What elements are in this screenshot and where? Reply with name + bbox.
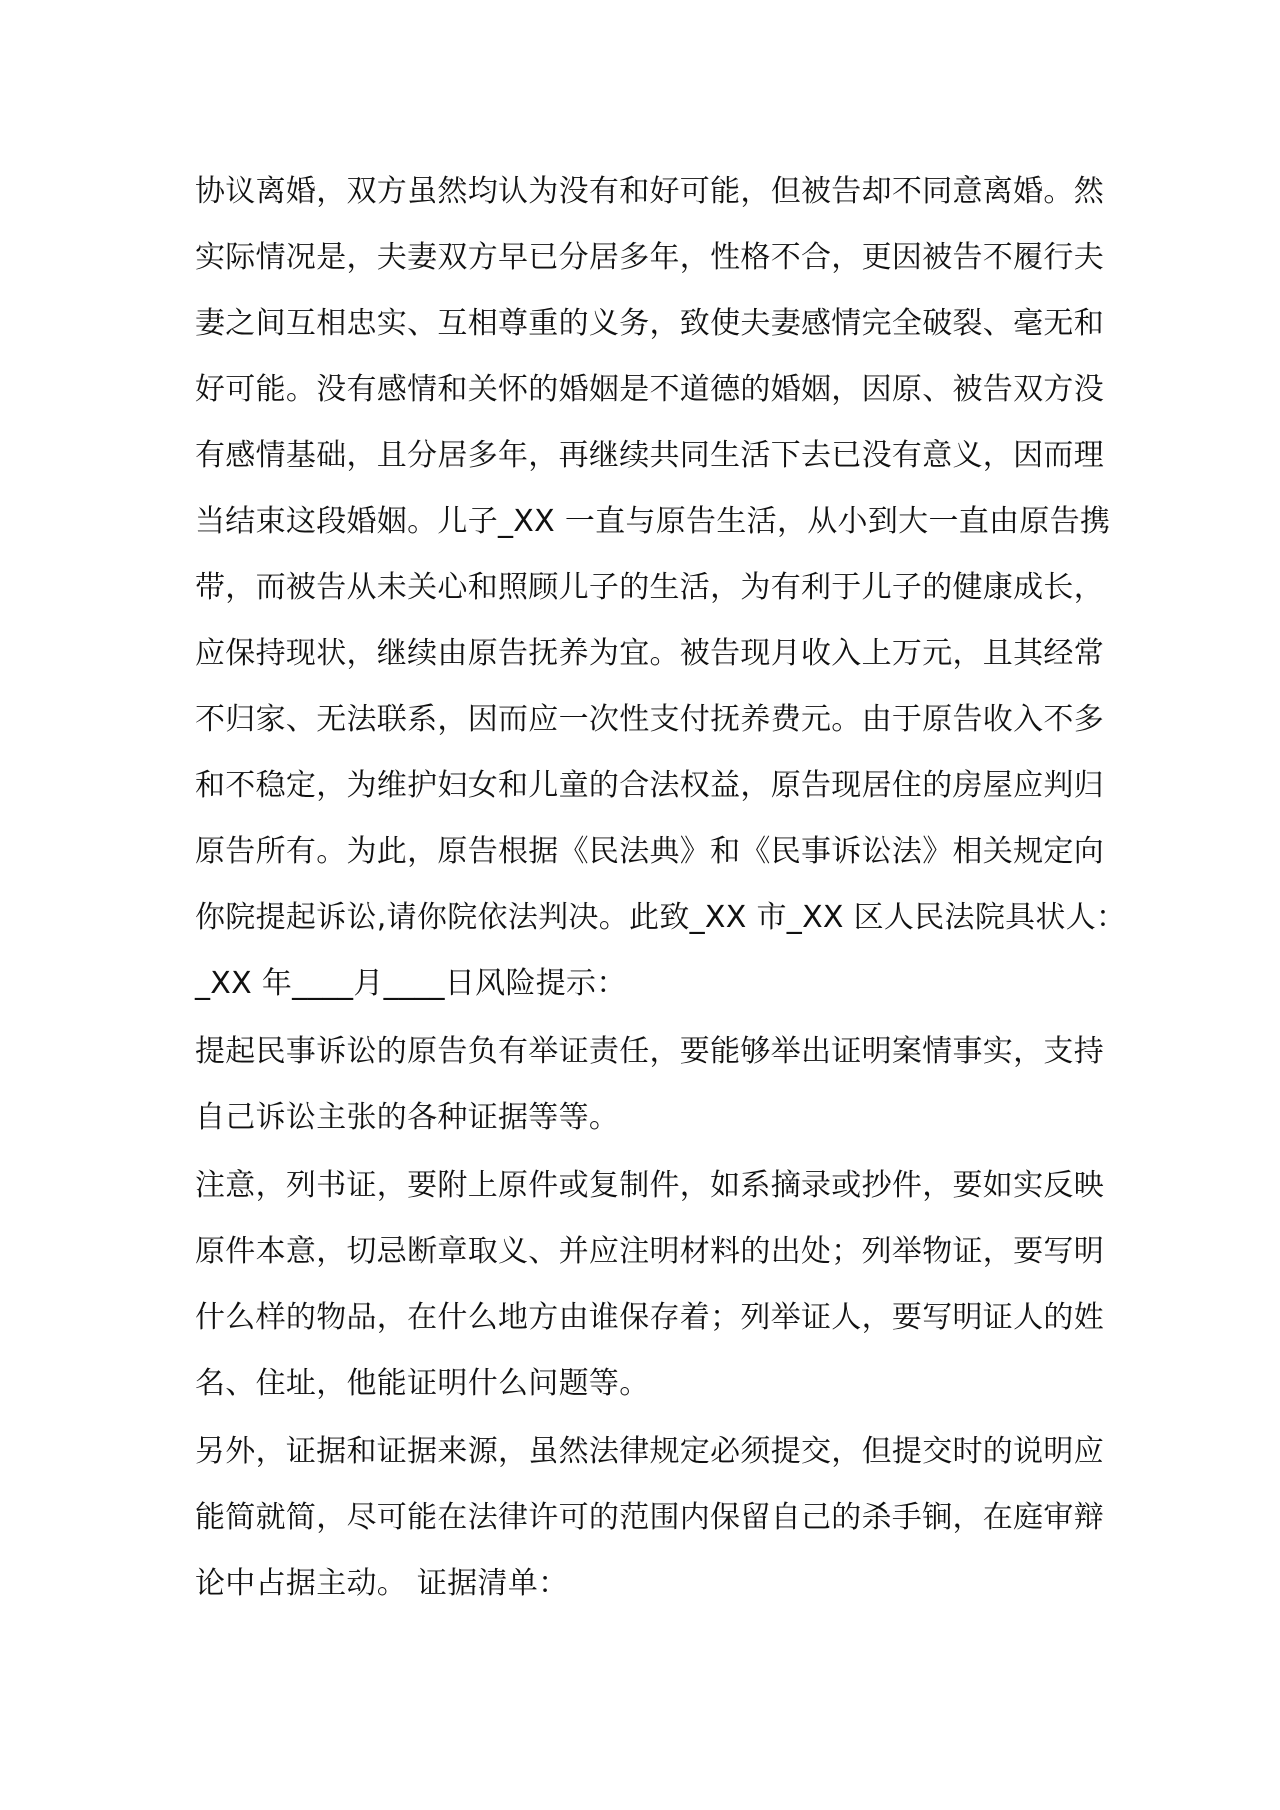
text-line: 不归家、无法联系，因而应一次性支付抚养费元。由于原告收入不多 [195, 702, 1104, 737]
text-line: 原件本意，切忌断章取义、并应注明材料的出处；列举物证，要写明 [195, 1234, 1104, 1269]
text-line: 带，而被告从未关心和照顾儿子的生活，为有利于儿子的健康成长， [195, 570, 1104, 605]
text-line: 妻之间互相忠实、互相尊重的义务，致使夫妻感情完全破裂、毫无和 [195, 306, 1104, 341]
text-line: 另外，证据和证据来源，虽然法律规定必须提交，但提交时的说明应 [195, 1434, 1104, 1469]
text-line: 注意，列书证，要附上原件或复制件，如系摘录或抄件，要如实反映 [195, 1168, 1104, 1203]
text-line: 好可能。没有感情和关怀的婚姻是不道德的婚姻，因原、被告双方没 [195, 372, 1104, 407]
text-line: 当结束这段婚姻。儿子_XX 一直与原告生活，从小到大一直由原告携 [195, 504, 1111, 539]
text-line: 什么样的物品，在什么地方由谁保存着；列举证人，要写明证人的姓 [195, 1300, 1104, 1335]
text-line: 原告所有。为此，原告根据《民法典》和《民事诉讼法》相关规定向 [195, 834, 1104, 869]
text-line: 和不稳定，为维护妇女和儿童的合法权益，原告现居住的房屋应判归 [195, 768, 1104, 803]
text-line: 有感情基础，且分居多年，再继续共同生活下去已没有意义，因而理 [195, 438, 1104, 473]
text-line: 协议离婚，双方虽然均认为没有和好可能，但被告却不同意离婚。然 [195, 174, 1104, 209]
text-line: 自己诉讼主张的各种证据等等。 [195, 1100, 620, 1135]
text-line: 你院提起诉讼,请你院依法判决。此致_XX 市_XX 区人民法院具状人： [195, 900, 1127, 935]
text-line: 能简就简，尽可能在法律许可的范围内保留自己的杀手锏，在庭审辩 [195, 1500, 1104, 1535]
text-line: 名、住址，他能证明什么问题等。 [195, 1366, 650, 1401]
text-line: 论中占据主动。 证据清单： [195, 1566, 569, 1601]
text-line: 实际情况是，夫妻双方早已分居多年，性格不合，更因被告不履行夫 [195, 240, 1104, 275]
text-line: _XX 年____月____日风险提示： [195, 966, 627, 1001]
text-line: 提起民事诉讼的原告负有举证责任，要能够举出证明案情事实，支持 [195, 1034, 1104, 1069]
text-line: 应保持现状，继续由原告抚养为宜。被告现月收入上万元，且其经常 [195, 636, 1104, 671]
